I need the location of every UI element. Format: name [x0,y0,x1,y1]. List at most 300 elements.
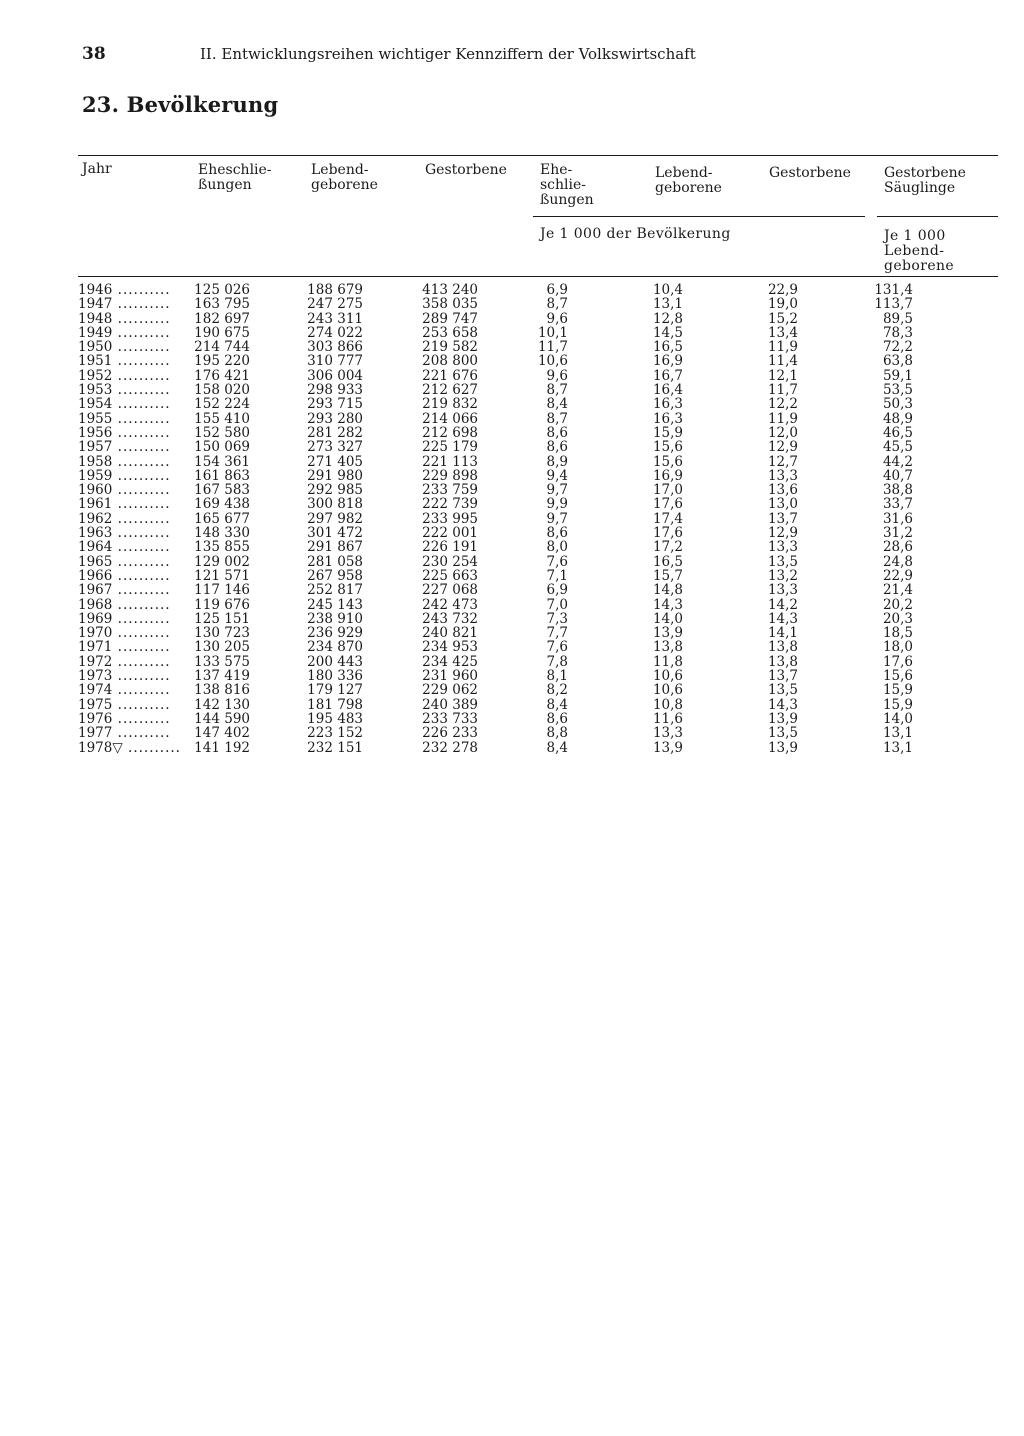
cell-marriage-rate: 7,3 [546,610,568,627]
cell-birth-rate: 17,2 [652,539,683,556]
leader-dots: .......... [112,425,171,441]
page-header [82,44,696,64]
cell-deaths: 358 035 [422,296,478,313]
cell-marriage-rate: 8,4 [546,396,568,413]
cell-death-rate: 19,0 [767,296,798,313]
cell-infant-rate: 20,3 [882,610,913,627]
cell-death-rate: 12,9 [767,439,798,456]
cell-death-rate: 13,2 [767,567,798,584]
cell-deaths: 221 676 [422,367,478,384]
cell-birth-rate: 17,6 [652,525,683,542]
year-label: 1948 [78,311,113,326]
cell-year [78,383,188,397]
cell-birth-rate: 10,6 [652,668,683,685]
cell-marriage-rate: 8,8 [546,725,568,742]
cell-deaths: 226 233 [422,725,478,742]
cell-live-births: 271 405 [307,453,363,470]
cell-birth-rate: 15,7 [652,567,683,584]
cell-death-rate: 22,9 [767,282,798,298]
cell-deaths: 221 113 [422,453,478,470]
table-row [78,440,998,454]
cell-birth-rate: 17,6 [652,496,683,513]
cell-deaths: 232 278 [422,739,478,756]
cell-marriage-rate: 9,7 [546,510,568,527]
cell-birth-rate: 15,6 [652,439,683,456]
cell-infant-rate: 31,6 [882,510,913,527]
cell-live-births: 179 127 [307,682,363,699]
cell-deaths: 253 658 [422,324,478,341]
leader-dots: .......... [112,368,171,384]
cell-year [78,283,188,297]
cell-year [78,440,188,454]
table-row [78,383,998,397]
table-row [78,469,998,483]
cell-marriages: 163 795 [194,296,250,313]
table-row [78,512,998,526]
cell-live-births: 306 004 [307,367,363,384]
section-title: 23. Bevölkerung [82,92,279,117]
cell-year [78,669,188,683]
cell-year [78,497,188,511]
cell-death-rate: 11,9 [767,339,798,356]
cell-marriages: 150 069 [194,439,250,456]
year-label: 1961 [78,497,113,512]
cell-death-rate: 12,0 [767,424,798,441]
year-label: 1954 [78,397,113,412]
cell-year [78,655,188,669]
cell-deaths: 219 582 [422,339,478,356]
year-label: 1958 [78,454,113,469]
year-label: 1970 [78,626,113,641]
cell-death-rate: 11,9 [767,410,798,427]
cell-infant-rate: 113,7 [874,296,913,313]
cell-year [78,312,188,326]
cell-live-births: 234 870 [307,639,363,656]
year-label: 1975 [78,697,113,712]
leader-dots: .......... [112,711,171,727]
cell-infant-rate: 13,1 [882,739,913,756]
year-label: 1967 [78,583,113,598]
cell-live-births: 252 817 [307,582,363,599]
cell-birth-rate: 10,8 [652,696,683,713]
cell-deaths: 229 062 [422,682,478,699]
cell-birth-rate: 14,5 [652,324,683,341]
cell-death-rate: 11,4 [767,353,798,370]
cell-marriage-rate: 7,0 [546,596,568,613]
year-label: 1951 [78,354,113,369]
cell-year [78,569,188,583]
table-row [78,283,998,297]
cell-deaths: 234 953 [422,639,478,656]
cell-birth-rate: 16,7 [652,367,683,384]
cell-deaths: 229 898 [422,467,478,484]
cell-infant-rate: 45,5 [882,439,913,456]
cell-live-births: 236 929 [307,625,363,642]
cell-infant-rate: 53,5 [882,382,913,399]
table-top-rule [78,155,998,156]
cell-year [78,512,188,526]
cell-live-births: 293 280 [307,410,363,427]
table-row [78,612,998,626]
table-row [78,555,998,569]
cell-infant-rate: 50,3 [882,396,913,413]
table-row [78,683,998,697]
column-header-infant-deaths: Gestorbene Säuglinge [884,165,966,196]
cell-death-rate: 13,5 [767,725,798,742]
year-label: 1949 [78,325,113,341]
cell-death-rate: 13,4 [767,324,798,341]
leader-dots: .......... [112,468,171,484]
cell-live-births: 273 327 [307,439,363,456]
cell-marriages: 138 816 [194,682,250,699]
cell-birth-rate: 15,9 [652,424,683,441]
cell-year [78,455,188,469]
cell-birth-rate: 16,3 [652,396,683,413]
leader-dots: .......... [112,354,171,369]
table-header-bottom-rule [78,276,998,277]
cell-birth-rate: 13,9 [652,739,683,756]
cell-marriages: 148 330 [194,525,250,542]
cell-deaths: 225 179 [422,439,478,456]
table-row [78,497,998,511]
cell-infant-rate: 33,7 [882,496,913,513]
cell-death-rate: 13,8 [767,653,798,670]
cell-death-rate: 13,6 [767,482,798,499]
cell-live-births: 301 472 [307,525,363,542]
cell-year [78,626,188,640]
table-row [78,526,998,540]
year-label: 1973 [78,669,113,684]
cell-birth-rate: 13,1 [652,296,683,313]
cell-deaths: 233 759 [422,482,478,499]
cell-marriages: 117 146 [194,582,250,599]
cell-marriages: 125 151 [194,610,250,627]
table-row [78,483,998,497]
cell-marriage-rate: 8,4 [546,739,568,756]
table-row [78,540,998,554]
cell-deaths: 243 732 [422,610,478,627]
cell-live-births: 200 443 [307,653,363,670]
cell-infant-rate: 131,4 [874,282,913,298]
year-label: 1959 [78,468,113,484]
leader-dots: .......... [112,283,171,298]
cell-marriages: 152 580 [194,424,250,441]
cell-death-rate: 13,3 [767,467,798,484]
year-label: 1963 [78,526,113,541]
cell-birth-rate: 16,9 [652,353,683,370]
cell-deaths: 240 389 [422,696,478,713]
cell-birth-rate: 16,3 [652,410,683,427]
cell-death-rate: 13,7 [767,668,798,685]
cell-year [78,540,188,554]
cell-year [78,397,188,411]
leader-dots: .......... [112,297,171,312]
cell-marriage-rate: 8,1 [546,668,568,685]
cell-live-births: 291 867 [307,539,363,556]
leader-dots: .......... [112,726,171,741]
cell-live-births: 303 866 [307,339,363,356]
cell-infant-rate: 15,9 [882,696,913,713]
cell-death-rate: 14,1 [767,625,798,642]
cell-infant-rate: 72,2 [882,339,913,356]
leader-dots: .......... [112,383,171,398]
leader-dots: .......... [112,597,171,612]
cell-deaths: 233 733 [422,710,478,727]
cell-live-births: 181 798 [307,696,363,713]
cell-birth-rate: 13,3 [652,725,683,742]
cell-birth-rate: 11,8 [652,653,683,670]
table-row [78,741,998,755]
cell-marriages: 119 676 [194,596,250,613]
cell-year [78,555,188,569]
cell-death-rate: 12,7 [767,453,798,470]
cell-year [78,712,188,726]
table-row [78,583,998,597]
cell-year [78,469,188,483]
cell-infant-rate: 20,2 [882,596,913,613]
cell-death-rate: 14,3 [767,696,798,713]
cell-death-rate: 12,9 [767,525,798,542]
cell-deaths: 234 425 [422,653,478,670]
leader-dots: .......... [112,511,171,527]
cell-infant-rate: 78,3 [882,324,913,341]
cell-deaths: 214 066 [422,410,478,427]
cell-live-births: 293 715 [307,396,363,413]
cell-infant-rate: 63,8 [882,353,913,370]
cell-birth-rate: 14,8 [652,582,683,599]
table-row [78,655,998,669]
cell-marriage-rate: 11,7 [537,339,568,356]
column-header-live-births: Lebend- geborene [311,162,378,193]
cell-infant-rate: 89,5 [882,310,913,327]
cell-birth-rate: 17,4 [652,510,683,527]
cell-marriage-rate: 6,9 [546,282,568,298]
cell-birth-rate: 11,6 [652,710,683,727]
leader-dots: .......... [112,583,171,598]
leader-dots: .......... [112,454,171,469]
cell-deaths: 212 698 [422,424,478,441]
cell-infant-rate: 38,8 [882,482,913,499]
cell-marriages: 195 220 [194,353,250,370]
cell-live-births: 300 818 [307,496,363,513]
table-row [78,569,998,583]
cell-year [78,297,188,311]
cell-marriage-rate: 6,9 [546,582,568,599]
cell-year [78,698,188,712]
cell-marriages: 144 590 [194,710,250,727]
rate-group-rule [533,216,865,217]
cell-death-rate: 13,0 [767,496,798,513]
cell-marriages: 142 130 [194,696,250,713]
cell-year [78,598,188,612]
cell-marriage-rate: 7,1 [546,567,568,584]
cell-marriage-rate: 8,4 [546,696,568,713]
table-row [78,354,998,368]
cell-marriages: 161 863 [194,467,250,484]
cell-deaths: 226 191 [422,539,478,556]
cell-live-births: 245 143 [307,596,363,613]
cell-marriages: 190 675 [194,324,250,341]
cell-deaths: 242 473 [422,596,478,613]
infant-group-rule [877,216,998,217]
cell-marriages: 165 677 [194,510,250,527]
cell-marriages: 154 361 [194,453,250,470]
cell-deaths: 233 995 [422,510,478,527]
table-row [78,726,998,740]
cell-live-births: 274 022 [307,324,363,341]
cell-year [78,612,188,626]
cell-marriage-rate: 9,9 [546,496,568,513]
leader-dots: .......... [112,411,171,426]
cell-live-births: 281 058 [307,553,363,570]
cell-death-rate: 13,3 [767,539,798,556]
cell-birth-rate: 14,0 [652,610,683,627]
cell-marriages: 125 026 [194,282,250,298]
cell-live-births: 310 777 [307,353,363,370]
leader-dots: .......... [112,325,171,341]
cell-year [78,354,188,368]
leader-dots: .......... [112,554,171,569]
cell-marriages: 155 410 [194,410,250,427]
cell-death-rate: 13,5 [767,553,798,570]
cell-live-births: 247 275 [307,296,363,313]
cell-live-births: 195 483 [307,710,363,727]
cell-infant-rate: 18,5 [882,625,913,642]
cell-birth-rate: 13,9 [652,625,683,642]
year-label: 1966 [78,568,113,584]
table-row [78,312,998,326]
leader-dots: .......... [112,568,171,584]
cell-live-births: 297 982 [307,510,363,527]
table-row [78,712,998,726]
leader-dots: .......... [112,626,171,641]
cell-marriage-rate: 7,6 [546,639,568,656]
year-label: 1971 [78,640,113,655]
table-body [78,283,998,755]
cell-live-births: 188 679 [307,282,363,298]
cell-birth-rate: 16,9 [652,467,683,484]
cell-death-rate: 13,8 [767,639,798,656]
cell-death-rate: 13,5 [767,682,798,699]
unit-per-population: Je 1 000 der Bevölkerung [540,226,731,242]
year-label: 1968 [78,597,113,612]
table-row [78,669,998,683]
cell-marriages: 137 419 [194,668,250,685]
year-label: 1965 [78,554,113,569]
cell-marriage-rate: 8,7 [546,296,568,313]
cell-marriage-rate: 7,7 [546,625,568,642]
cell-marriage-rate: 8,6 [546,424,568,441]
cell-birth-rate: 16,5 [652,339,683,356]
cell-marriage-rate: 8,6 [546,525,568,542]
cell-year [78,340,188,354]
cell-infant-rate: 15,9 [882,682,913,699]
year-label: 1947 [78,297,113,312]
cell-deaths: 413 240 [422,282,478,298]
cell-live-births: 238 910 [307,610,363,627]
table-row [78,698,998,712]
cell-marriage-rate: 8,6 [546,710,568,727]
cell-marriages: 176 421 [194,367,250,384]
cell-marriages: 158 020 [194,382,250,399]
year-label: 1960 [78,483,113,498]
table-row [78,369,998,383]
cell-birth-rate: 16,5 [652,553,683,570]
leader-dots: .......... [112,654,171,670]
cell-death-rate: 13,3 [767,582,798,599]
cell-year [78,726,188,740]
cell-live-births: 291 980 [307,467,363,484]
leader-dots: .......... [112,669,171,684]
leader-dots: .......... [112,683,171,698]
cell-marriages: 130 205 [194,639,250,656]
leader-dots: .......... [112,483,171,498]
cell-marriages: 130 723 [194,625,250,642]
cell-marriages: 135 855 [194,539,250,556]
table-row [78,297,998,311]
leader-dots: .......... [112,340,171,355]
cell-live-births: 232 151 [307,739,363,756]
table-row [78,455,998,469]
table-row [78,426,998,440]
cell-marriage-rate: 9,6 [546,310,568,327]
cell-marriages: 169 438 [194,496,250,513]
cell-live-births: 292 985 [307,482,363,499]
cell-deaths: 289 747 [422,310,478,327]
year-label: 1977 [78,726,113,741]
cell-marriages: 214 744 [194,339,250,356]
cell-birth-rate: 10,6 [652,682,683,699]
cell-marriage-rate: 9,4 [546,467,568,484]
year-label: 1976 [78,711,113,727]
cell-year [78,683,188,697]
column-header-marriages-rate: Ehe- schlie- ßungen [540,162,594,208]
column-header-year: Jahr [82,161,112,177]
cell-infant-rate: 40,7 [882,467,913,484]
cell-marriage-rate: 8,2 [546,682,568,699]
cell-infant-rate: 48,9 [882,410,913,427]
year-label: 1969 [78,611,113,627]
leader-dots: .......... [112,611,171,627]
cell-infant-rate: 46,5 [882,424,913,441]
cell-year [78,483,188,497]
cell-deaths: 219 832 [422,396,478,413]
leader-dots: .......... [112,397,171,412]
cell-year [78,640,188,654]
cell-marriages: 121 571 [194,567,250,584]
cell-live-births: 298 933 [307,382,363,399]
cell-infant-rate: 18,0 [882,639,913,656]
year-label: 1950 [78,340,113,355]
cell-birth-rate: 16,4 [652,382,683,399]
table-row [78,640,998,654]
cell-infant-rate: 24,8 [882,553,913,570]
column-header-marriages: Eheschlie- ßungen [198,162,272,193]
cell-marriage-rate: 7,6 [546,553,568,570]
cell-infant-rate: 22,9 [882,567,913,584]
year-label: 1953 [78,383,113,398]
cell-birth-rate: 17,0 [652,482,683,499]
year-label: 1972 [78,654,113,670]
year-label: 1955 [78,411,113,426]
cell-live-births: 281 282 [307,424,363,441]
table-row [78,626,998,640]
cell-marriage-rate: 8,7 [546,410,568,427]
cell-birth-rate: 13,8 [652,639,683,656]
cell-year [78,526,188,540]
table-row [78,397,998,411]
year-label: 1978▽ [78,740,123,755]
